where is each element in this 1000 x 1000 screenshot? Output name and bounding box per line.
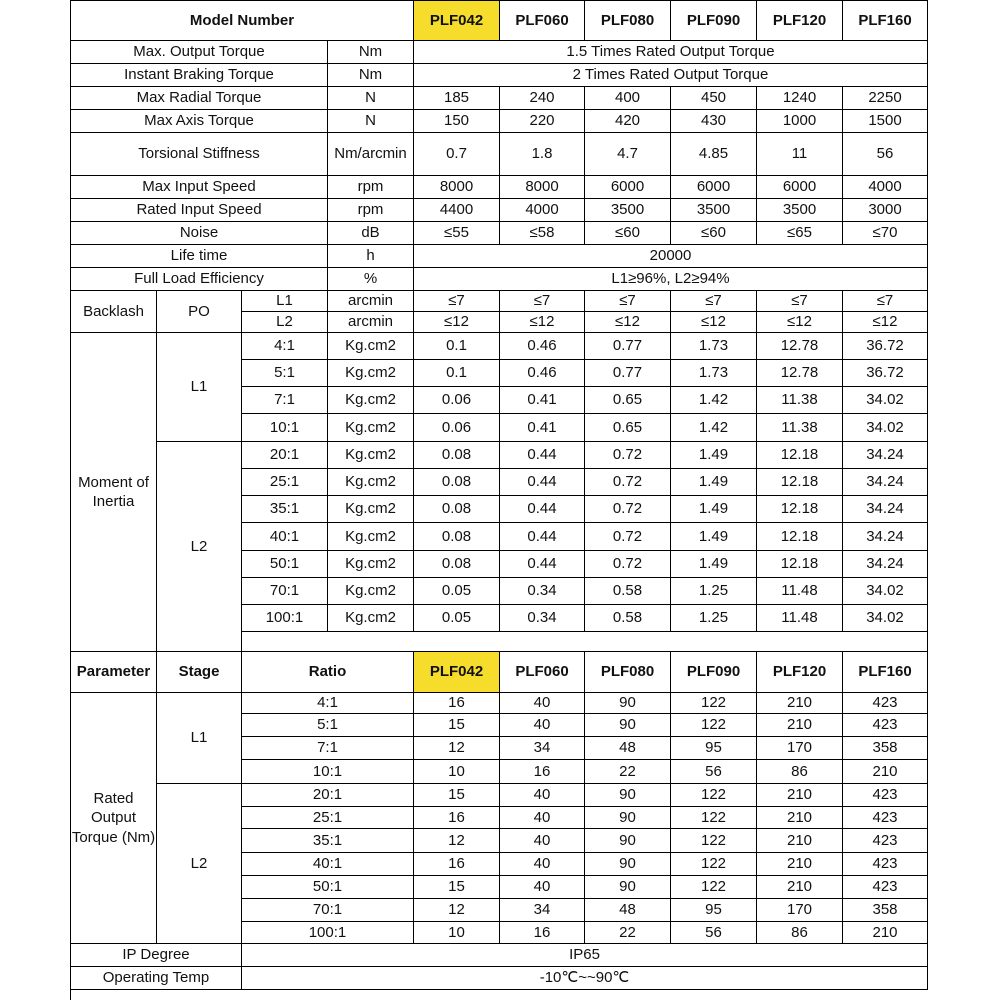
value-cell: 6000 (585, 176, 671, 199)
value-cell: 15 (414, 784, 500, 807)
value-cell: 11 (757, 133, 843, 176)
rated-output-torque-label: Rated Output Torque (Nm) (71, 693, 157, 944)
value-cell: 1.8 (500, 133, 585, 176)
value-cell: 15 (414, 714, 500, 737)
value-cell: 90 (585, 807, 671, 829)
merged-value: 2 Times Rated Output Torque (414, 64, 928, 87)
spec-header-model-4: PLF120 (757, 1, 843, 41)
unit-label: dB (328, 222, 414, 245)
ratio-label: 4:1 (242, 333, 328, 360)
value-cell: 2250 (843, 87, 928, 110)
backlash-po-label: PO (157, 291, 242, 333)
rated-header-model-0: PLF042 (414, 652, 500, 693)
value-cell: 11.38 (757, 414, 843, 442)
value-cell: 423 (843, 807, 928, 829)
value-cell: ≤60 (585, 222, 671, 245)
ratio-header: Ratio (242, 652, 414, 693)
stage-label: L1 (242, 291, 328, 312)
value-cell: 95 (671, 899, 757, 922)
value-cell: 90 (585, 876, 671, 899)
param-label: Rated Input Speed (71, 199, 328, 222)
value-cell: 56 (671, 760, 757, 784)
value-cell: 0.06 (414, 387, 500, 414)
value-cell: 4400 (414, 199, 500, 222)
value-cell: 34.02 (843, 387, 928, 414)
unit-label: rpm (328, 199, 414, 222)
unit-label: Nm/arcmin (328, 133, 414, 176)
value-cell: 0.08 (414, 551, 500, 578)
value-cell: 1.49 (671, 496, 757, 523)
unit-label: % (328, 268, 414, 291)
value-cell: 358 (843, 899, 928, 922)
value-cell: 210 (843, 760, 928, 784)
value-cell: 170 (757, 737, 843, 760)
value-cell: 3500 (671, 199, 757, 222)
spec-header-model-5: PLF160 (843, 1, 928, 41)
value-cell: 0.77 (585, 333, 671, 360)
value-cell: 15 (414, 876, 500, 899)
backlash-label: Backlash (71, 291, 157, 333)
unit-label: Nm (328, 41, 414, 64)
value-cell: 56 (843, 133, 928, 176)
value-cell: 12.18 (757, 469, 843, 496)
unit-label: N (328, 110, 414, 133)
value-cell: 1.25 (671, 578, 757, 605)
value-cell: 90 (585, 714, 671, 737)
value-cell: 0.72 (585, 469, 671, 496)
value-cell: 1.49 (671, 551, 757, 578)
value-cell: 0.08 (414, 442, 500, 469)
value-cell: 22 (585, 922, 671, 944)
ratio-label: 100:1 (242, 605, 328, 632)
value-cell: 36.72 (843, 333, 928, 360)
value-cell: 122 (671, 807, 757, 829)
value-cell: 0.7 (414, 133, 500, 176)
value-cell: 40 (500, 807, 585, 829)
value-cell: 16 (500, 760, 585, 784)
unit-label: Kg.cm2 (328, 523, 414, 551)
value-cell: 11.38 (757, 387, 843, 414)
value-cell: 22 (585, 760, 671, 784)
value-cell: 420 (585, 110, 671, 133)
value-cell: 6000 (671, 176, 757, 199)
unit-label: Kg.cm2 (328, 605, 414, 632)
unit-label: h (328, 245, 414, 268)
value-cell: ≤7 (414, 291, 500, 312)
value-cell: 16 (414, 693, 500, 714)
unit-label: Nm (328, 64, 414, 87)
stage-header: Stage (157, 652, 242, 693)
value-cell: 0.58 (585, 578, 671, 605)
value-cell: ≤7 (757, 291, 843, 312)
value-cell: 40 (500, 693, 585, 714)
value-cell: 210 (757, 876, 843, 899)
value-cell: 34.24 (843, 442, 928, 469)
value-cell: 86 (757, 760, 843, 784)
value-cell: 1500 (843, 110, 928, 133)
ip-degree-label: IP Degree (71, 944, 242, 967)
value-cell: 0.58 (585, 605, 671, 632)
ratio-label: 50:1 (242, 551, 328, 578)
stage-l1-label: L1 (157, 693, 242, 784)
value-cell: 90 (585, 829, 671, 853)
value-cell: ≤7 (585, 291, 671, 312)
value-cell: ≤58 (500, 222, 585, 245)
ratio-label: 25:1 (242, 469, 328, 496)
value-cell: 0.08 (414, 469, 500, 496)
rated-header-model-2: PLF080 (585, 652, 671, 693)
value-cell: 0.1 (414, 333, 500, 360)
value-cell: 34 (500, 737, 585, 760)
ratio-label: 70:1 (242, 899, 414, 922)
value-cell: 56 (671, 922, 757, 944)
param-label: Max Axis Torque (71, 110, 328, 133)
model-number-header: Model Number (71, 1, 414, 41)
param-label: Max Input Speed (71, 176, 328, 199)
value-cell: 0.34 (500, 578, 585, 605)
value-cell: 40 (500, 853, 585, 876)
value-cell: ≤12 (500, 312, 585, 333)
param-label: Max. Output Torque (71, 41, 328, 64)
param-label: Max Radial Torque (71, 87, 328, 110)
ratio-label: 20:1 (242, 784, 414, 807)
value-cell: 240 (500, 87, 585, 110)
rated-header-model-5: PLF160 (843, 652, 928, 693)
value-cell: 40 (500, 876, 585, 899)
value-cell: 1.73 (671, 360, 757, 387)
value-cell: 0.72 (585, 442, 671, 469)
ratio-label: 35:1 (242, 496, 328, 523)
value-cell: 423 (843, 693, 928, 714)
value-cell: 40 (500, 784, 585, 807)
value-cell: 90 (585, 693, 671, 714)
value-cell: ≤70 (843, 222, 928, 245)
rated-header-model-3: PLF090 (671, 652, 757, 693)
unit-label: N (328, 87, 414, 110)
value-cell: 1000 (757, 110, 843, 133)
value-cell: 12 (414, 737, 500, 760)
value-cell: 12.78 (757, 360, 843, 387)
stage-label: L2 (242, 312, 328, 333)
stage-l2-label: L2 (157, 784, 242, 944)
value-cell: 48 (585, 737, 671, 760)
ratio-label: 7:1 (242, 737, 414, 760)
unit-label: Kg.cm2 (328, 551, 414, 578)
value-cell: 36.72 (843, 360, 928, 387)
value-cell: 12.18 (757, 551, 843, 578)
value-cell: 450 (671, 87, 757, 110)
param-label: Torsional Stiffness (71, 133, 328, 176)
ratio-label: 50:1 (242, 876, 414, 899)
value-cell: 0.44 (500, 469, 585, 496)
value-cell: ≤12 (671, 312, 757, 333)
value-cell: 122 (671, 853, 757, 876)
value-cell: 122 (671, 714, 757, 737)
param-label: Full Load Efficiency (71, 268, 328, 291)
value-cell: 0.65 (585, 414, 671, 442)
rated-header-model-4: PLF120 (757, 652, 843, 693)
value-cell: 12.18 (757, 496, 843, 523)
value-cell: 86 (757, 922, 843, 944)
value-cell: 0.77 (585, 360, 671, 387)
value-cell: 6000 (757, 176, 843, 199)
value-cell: ≤60 (671, 222, 757, 245)
value-cell: 16 (414, 807, 500, 829)
unit-label: Kg.cm2 (328, 360, 414, 387)
value-cell: 185 (414, 87, 500, 110)
merged-value: 1.5 Times Rated Output Torque (414, 41, 928, 64)
value-cell: ≤55 (414, 222, 500, 245)
value-cell: 210 (757, 829, 843, 853)
value-cell: ≤7 (671, 291, 757, 312)
value-cell: 1.49 (671, 469, 757, 496)
value-cell: ≤12 (414, 312, 500, 333)
value-cell: 90 (585, 853, 671, 876)
value-cell: 1.49 (671, 442, 757, 469)
unit-label: arcmin (328, 291, 414, 312)
value-cell: 10 (414, 922, 500, 944)
spec-header-model-2: PLF080 (585, 1, 671, 41)
value-cell: 3500 (757, 199, 843, 222)
value-cell: 12.18 (757, 523, 843, 551)
value-cell: 40 (500, 714, 585, 737)
value-cell: 430 (671, 110, 757, 133)
parameter-header: Parameter (71, 652, 157, 693)
value-cell: ≤7 (500, 291, 585, 312)
value-cell: 0.08 (414, 496, 500, 523)
value-cell: 0.46 (500, 333, 585, 360)
operating-temp-label: Operating Temp (71, 967, 242, 990)
ratio-label: 40:1 (242, 853, 414, 876)
unit-label: Kg.cm2 (328, 496, 414, 523)
value-cell: 11.48 (757, 605, 843, 632)
value-cell: 3000 (843, 199, 928, 222)
value-cell: 34.02 (843, 578, 928, 605)
value-cell: 0.06 (414, 414, 500, 442)
value-cell: 4.7 (585, 133, 671, 176)
unit-label: Kg.cm2 (328, 578, 414, 605)
value-cell: 1240 (757, 87, 843, 110)
value-cell: 0.44 (500, 551, 585, 578)
value-cell: 0.72 (585, 551, 671, 578)
value-cell: 4000 (843, 176, 928, 199)
ratio-label: 10:1 (242, 414, 328, 442)
value-cell: 0.1 (414, 360, 500, 387)
value-cell: 122 (671, 784, 757, 807)
value-cell: 34.24 (843, 551, 928, 578)
value-cell: 0.08 (414, 523, 500, 551)
value-cell: ≤12 (757, 312, 843, 333)
param-label: Instant Braking Torque (71, 64, 328, 87)
value-cell: 0.05 (414, 605, 500, 632)
value-cell: 12.78 (757, 333, 843, 360)
value-cell: 210 (757, 784, 843, 807)
value-cell: 16 (500, 922, 585, 944)
value-cell: 0.44 (500, 496, 585, 523)
value-cell: 150 (414, 110, 500, 133)
value-cell: 0.72 (585, 523, 671, 551)
value-cell: 10 (414, 760, 500, 784)
value-cell: 4.85 (671, 133, 757, 176)
value-cell: 1.25 (671, 605, 757, 632)
value-cell: 210 (757, 714, 843, 737)
value-cell: 16 (414, 853, 500, 876)
value-cell: 0.44 (500, 523, 585, 551)
unit-label: rpm (328, 176, 414, 199)
ratio-label: 20:1 (242, 442, 328, 469)
param-label: Life time (71, 245, 328, 268)
merged-value: 20000 (414, 245, 928, 268)
stage-l1-label: L1 (157, 333, 242, 442)
value-cell: 1.42 (671, 414, 757, 442)
ratio-label: 7:1 (242, 387, 328, 414)
value-cell: 8000 (414, 176, 500, 199)
param-label: Noise (71, 222, 328, 245)
value-cell: 11.48 (757, 578, 843, 605)
value-cell: 34.02 (843, 414, 928, 442)
unit-label: Kg.cm2 (328, 387, 414, 414)
value-cell: 0.41 (500, 387, 585, 414)
unit-label: Kg.cm2 (328, 442, 414, 469)
value-cell: 90 (585, 784, 671, 807)
value-cell: 210 (843, 922, 928, 944)
value-cell: ≤12 (585, 312, 671, 333)
value-cell: 0.05 (414, 578, 500, 605)
value-cell: 0.41 (500, 414, 585, 442)
spec-header-model-3: PLF090 (671, 1, 757, 41)
ratio-label: 10:1 (242, 760, 414, 784)
ratio-label: 5:1 (242, 714, 414, 737)
value-cell: 34 (500, 899, 585, 922)
value-cell: 95 (671, 737, 757, 760)
value-cell: 34.24 (843, 523, 928, 551)
ratio-label: 4:1 (242, 693, 414, 714)
value-cell: ≤65 (757, 222, 843, 245)
unit-label: Kg.cm2 (328, 469, 414, 496)
ratio-label: 25:1 (242, 807, 414, 829)
unit-label: arcmin (328, 312, 414, 333)
unit-label: Kg.cm2 (328, 333, 414, 360)
value-cell: 423 (843, 853, 928, 876)
value-cell: 1.49 (671, 523, 757, 551)
value-cell: 34.02 (843, 605, 928, 632)
value-cell: 210 (757, 853, 843, 876)
value-cell: 210 (757, 807, 843, 829)
value-cell: 423 (843, 714, 928, 737)
ratio-label: 100:1 (242, 922, 414, 944)
spec-header-model-0: PLF042 (414, 1, 500, 41)
ratio-label: 40:1 (242, 523, 328, 551)
value-cell: 210 (757, 693, 843, 714)
value-cell: 12 (414, 899, 500, 922)
value-cell: 122 (671, 876, 757, 899)
value-cell: 122 (671, 693, 757, 714)
value-cell: 170 (757, 899, 843, 922)
ratio-label: 70:1 (242, 578, 328, 605)
value-cell: 34.24 (843, 496, 928, 523)
value-cell: 1.42 (671, 387, 757, 414)
spec-table (70, 0, 928, 1000)
unit-label: Kg.cm2 (328, 414, 414, 442)
stage-l2-label: L2 (157, 442, 242, 652)
value-cell: 40 (500, 829, 585, 853)
value-cell: 358 (843, 737, 928, 760)
value-cell: ≤7 (843, 291, 928, 312)
spacer-row (157, 632, 928, 652)
value-cell: ≤12 (843, 312, 928, 333)
operating-temp-value: -10℃~~90℃ (242, 967, 928, 990)
value-cell: 423 (843, 876, 928, 899)
value-cell: 4000 (500, 199, 585, 222)
value-cell: 0.72 (585, 496, 671, 523)
rated-header-model-1: PLF060 (500, 652, 585, 693)
inertia-label: Moment of Inertia (71, 333, 157, 652)
value-cell: 400 (585, 87, 671, 110)
spec-header-model-1: PLF060 (500, 1, 585, 41)
value-cell: 1.73 (671, 333, 757, 360)
value-cell: 423 (843, 829, 928, 853)
value-cell: 220 (500, 110, 585, 133)
value-cell: 34.24 (843, 469, 928, 496)
value-cell: 8000 (500, 176, 585, 199)
ip-degree-value: IP65 (242, 944, 928, 967)
value-cell: 0.44 (500, 442, 585, 469)
value-cell: 0.65 (585, 387, 671, 414)
value-cell: 122 (671, 829, 757, 853)
ratio-label: 35:1 (242, 829, 414, 853)
merged-value: L1≥96%, L2≥94% (414, 268, 928, 291)
value-cell: 12 (414, 829, 500, 853)
value-cell: 12.18 (757, 442, 843, 469)
value-cell: 48 (585, 899, 671, 922)
value-cell: 423 (843, 784, 928, 807)
value-cell: 0.34 (500, 605, 585, 632)
value-cell: 0.46 (500, 360, 585, 387)
value-cell: 3500 (585, 199, 671, 222)
ratio-label: 5:1 (242, 360, 328, 387)
